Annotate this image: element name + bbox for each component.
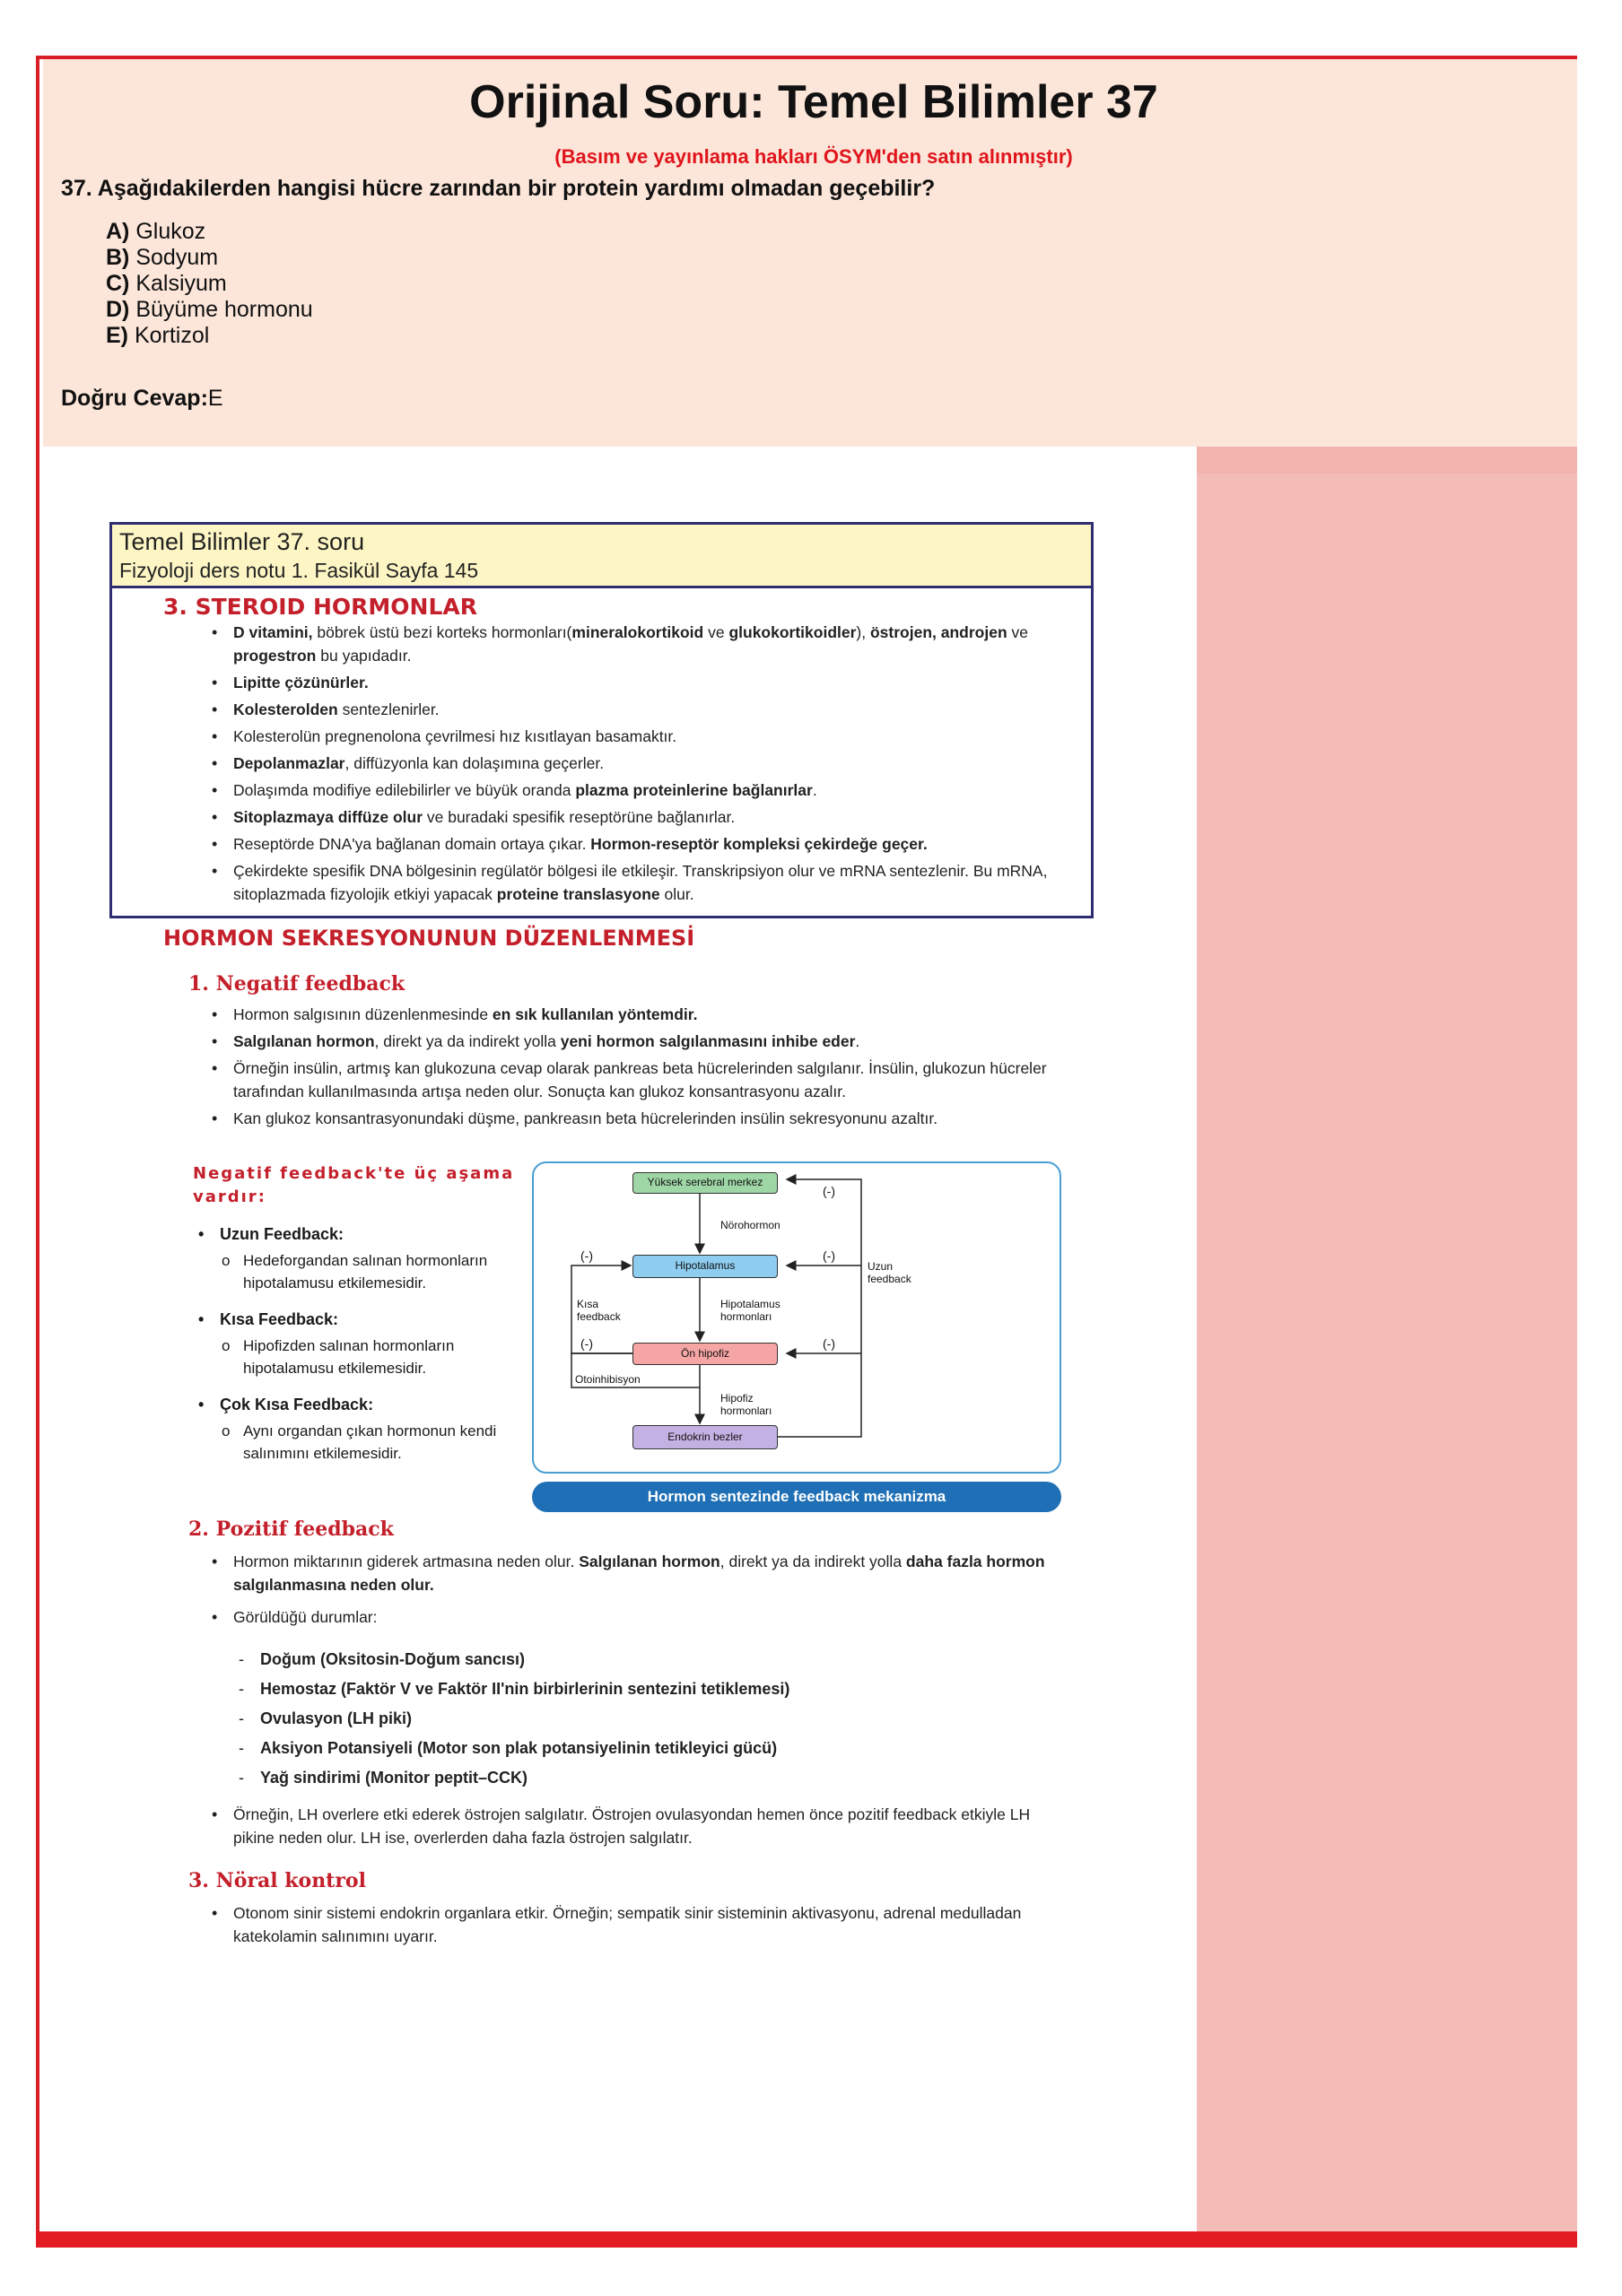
minus-sign-5: (-): [580, 1336, 593, 1351]
positive-case-item: - Ovulasyon (LH piki): [233, 1704, 1059, 1734]
steroid-item: • Reseptörde DNA'ya bağlanan domain ortaya çıkar. Hormon-reseptör kompleksi çekirdeğe geçer.: [206, 832, 1059, 856]
label-long-feedback: Uzun feedback: [868, 1260, 911, 1285]
option-d: D) Büyüme hormonu: [106, 297, 313, 322]
positive-feedback-list: [206, 1550, 1059, 1638]
question-text: 37. Aşağıdakilerden hangisi hücre zarından bir protein yardımı olmadan geçebilir?: [61, 176, 936, 201]
side-column-top: [1197, 447, 1577, 474]
neural-control-item: • Otonom sinir sistemi endokrin organlara etkir. Örneğin; sempatik sinir sisteminin aktivasyonu, adrenal medulladan katekolamin salınımını uyarır.: [206, 1901, 1059, 1948]
negative-feedback-item: • Örneğin insülin, artmış kan glukozuna cevap olarak pankreas beta hücrelerinden salgılanır. İnsülin, glukozun hücreler tarafından kullanılmasında artışa neden olur. Sonuçta kan glukoz konsantrasyonu azalır.: [206, 1057, 1059, 1103]
negative-feedback-title: 1. Negatif feedback: [188, 972, 406, 996]
minus-sign-4: (-): [580, 1248, 593, 1263]
steroid-item: • Çekirdekte spesifik DNA bölgesinin regülatör bölgesi ile etkileşir. Transkripsiyon olur ve mRNA sentezlenir. Bu mRNA, sitoplazmada fizyolojik etkiyi yapacak proteine translasyone olur.: [206, 859, 1059, 906]
minus-sign-1: (-): [823, 1184, 835, 1198]
negative-feedback-item: • Kan glukoz konsantrasyonundaki düşme, pankreasın beta hücrelerinden insülin sekresyonunu azaltır.: [206, 1107, 1059, 1130]
label-neurohormone: Nörohormon: [720, 1219, 780, 1231]
rights-notice: (Basım ve yayınlama hakları ÖSYM'den satın alınmıştır): [554, 145, 1073, 168]
option-c: C) Kalsiyum: [106, 271, 227, 296]
negative-feedback-item: • Salgılanan hormon, direkt ya da indirekt yolla yeni hormon salgılanmasını inhibe eder.: [206, 1030, 1059, 1053]
neural-control-list: [206, 1901, 1059, 1948]
node-endocrine-glands: Endokrin bezler: [632, 1425, 778, 1449]
stage-long-name: • Uzun Feedback:: [193, 1225, 516, 1244]
diagram-caption: Hormon sentezinde feedback mekanizma: [532, 1482, 1061, 1512]
steroid-list: [206, 621, 1059, 909]
stage-long-desc: o Hedeforgandan salınan hormonların hipotalamusu etkilemesidir.: [193, 1249, 516, 1294]
node-higher-center: Yüksek serebral merkez: [632, 1172, 778, 1194]
positive-feedback-item: • Hormon miktarının giderek artmasına neden olur. Salgılanan hormon, direkt ya da indirekt yolla daha fazla hormon salgılanmasına neden olur.: [206, 1550, 1059, 1596]
side-column: [1197, 447, 1577, 2240]
regulation-title: HORMON SEKRESYONUNUN DÜZENLENMESİ: [163, 926, 695, 951]
positive-case-item: - Yağ sindirimi (Monitor peptit–CCK): [233, 1763, 1059, 1793]
positive-example-list: [206, 1803, 1059, 1849]
positive-feedback-title: 2. Pozitif feedback: [188, 1518, 394, 1541]
steroid-item: • Kolesterolden sentezlenirler.: [206, 698, 1059, 721]
feedback-stages: [193, 1162, 516, 1465]
steroid-item: • D vitamini, böbrek üstü bezi korteks hormonları(mineralokortikoid ve glukokortikoidler), östrojen, androjen ve progestron bu yapıdadır.: [206, 621, 1059, 667]
neural-control-title: 3. Nöral kontrol: [188, 1869, 366, 1892]
steroid-item: • Lipitte çözünürler.: [206, 671, 1059, 694]
correct-answer: Doğru Cevap:E: [61, 386, 223, 411]
stage-short-name: • Kısa Feedback:: [193, 1310, 516, 1329]
option-e: E) Kortizol: [106, 323, 210, 348]
stages-title: Negatif feedback'te üç aşama vardır:: [193, 1164, 515, 1206]
positive-example: • Örneğin, LH overlere etki ederek östrojen salgılatır. Östrojen ovulasyondan hemen önce pozitif feedback etkiyle LH pikine neden olur. LH ise, overlerden daha fazla östrojen salgılatır.: [206, 1803, 1059, 1849]
minus-sign-3: (-): [823, 1336, 835, 1351]
positive-case-item: - Aksiyon Potansiyeli (Motor son plak potansiyelinin tetikleyici gücü): [233, 1734, 1059, 1763]
page-title: Orijinal Soru: Temel Bilimler 37: [469, 76, 1158, 128]
positive-feedback-item: • Görüldüğü durumlar:: [206, 1605, 1059, 1629]
steroid-title: 3. STEROID HORMONLAR: [163, 594, 477, 620]
reference-line2: Fizyoloji ders notu 1. Fasikül Sayfa 145: [119, 559, 479, 582]
stage-ultrashort-desc: o Aynı organdan çıkan hormonun kendi salınımını etkilemesidir.: [193, 1420, 516, 1465]
label-pituitary-hormones: Hipofiz hormonları: [720, 1392, 772, 1417]
positive-case-item: - Hemostaz (Faktör V ve Faktör II'nin birbirlerinin sentezini tetiklemesi): [233, 1674, 1059, 1704]
positive-cases-list: [233, 1645, 1059, 1793]
reference-line1: Temel Bilimler 37. soru: [119, 528, 365, 555]
label-autoinhibition: Otoinhibisyon: [575, 1373, 641, 1386]
node-hypothalamus: Hipotalamus: [632, 1255, 778, 1278]
option-a: A) Glukoz: [106, 219, 206, 244]
reference-header: [112, 525, 1091, 588]
label-hypothalamus-hormones: Hipotalamus hormonları: [720, 1298, 780, 1323]
negative-feedback-item: • Hormon salgısının düzenlenmesinde en sık kullanılan yöntemdir.: [206, 1003, 1059, 1026]
steroid-item: • Kolesterolün pregnenolona çevrilmesi hız kısıtlayan basamaktır.: [206, 725, 1059, 748]
stage-short-desc: o Hipofizden salınan hormonların hipotalamusu etkilemesidir.: [193, 1335, 516, 1379]
option-b: B) Sodyum: [106, 245, 219, 270]
positive-case-item: - Doğum (Oksitosin-Doğum sancısı): [233, 1645, 1059, 1674]
minus-sign-2: (-): [823, 1248, 835, 1263]
node-anterior-pituitary: Ön hipofiz: [632, 1343, 778, 1365]
steroid-item: • Sitoplazmaya diffüze olur ve buradaki spesifik reseptörüne bağlanırlar.: [206, 805, 1059, 829]
steroid-item: • Depolanmazlar, diffüzyonla kan dolaşımına geçerler.: [206, 752, 1059, 775]
feedback-diagram: [532, 1161, 1061, 1474]
bottom-bar: [36, 2231, 1577, 2248]
stage-ultrashort-name: • Çok Kısa Feedback:: [193, 1396, 516, 1414]
negative-feedback-list: [206, 1003, 1059, 1134]
steroid-item: • Dolaşımda modifiye edilebilirler ve büyük oranda plazma proteinlerine bağlanırlar.: [206, 778, 1059, 802]
document-page: [36, 56, 1157, 2208]
label-short-feedback: Kısa feedback: [577, 1298, 621, 1323]
